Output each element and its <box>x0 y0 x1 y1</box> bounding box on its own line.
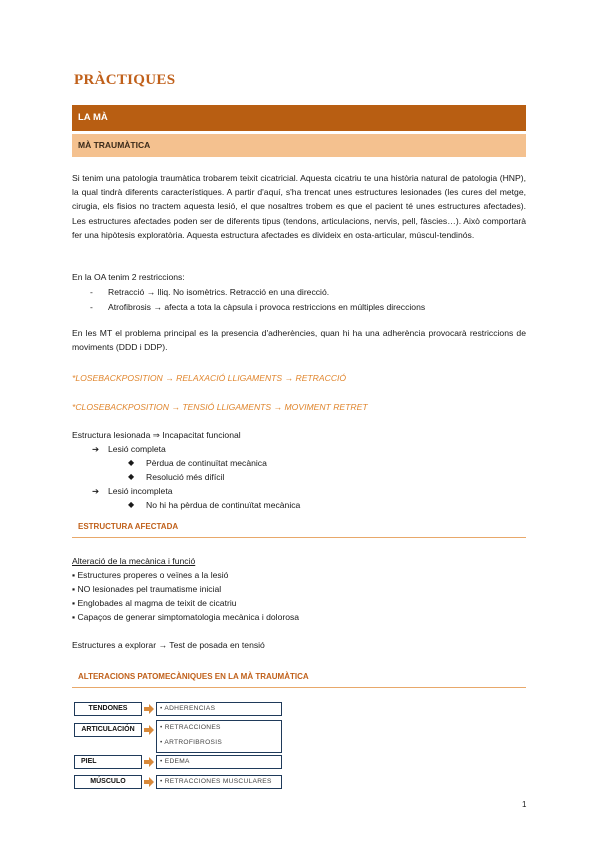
arrow-right-icon <box>144 725 154 735</box>
alteracio-item-4: ▪ Capaços de generar simptomatologia mecànica i dolorosa <box>72 612 300 622</box>
alteracio-item-2: ▪ NO lesionades pel traumatisme inicial <box>72 584 222 594</box>
intro-paragraph: Si tenim una patologia traumàtica trobarem teixit cicatricial. Aquesta cicatriu te una història natural de patologia (HNP), la qual tindrà diferents característiques. A partir d'aquí, s'ha trencat unes estructures lesionades (les cures del metge, cirugia, els fisios no tractem aquesta lesió, el que nosaltres trobem es que el pacient té unes estructures afectades). Les estructures afectades poden ser de diferents tipus (tendons, articulacions, nervis, pell, fàscies…). Això comportarà fer una hipòtesis exploratòria. Aquesta estructura afectades es divideix en osta-articular, múscul-tendinós. <box>72 173 526 240</box>
incompleta-item-1: No hi ha pèrdua de continuïtat mecànica <box>146 500 301 510</box>
diagram-left-tendones: TENDONES <box>74 702 142 716</box>
oa-intro: En la OA tenim 2 restriccions: <box>72 272 185 282</box>
page-title: PRÀCTIQUES <box>74 72 176 88</box>
estructures-explorar: Estructures a explorar → Test de posada en tensió <box>72 640 265 650</box>
completa-item-1: Pèrdua de continuïtat mecànica <box>146 458 267 468</box>
arrow-right-icon <box>144 704 154 714</box>
lesio-incompleta: Lesió incompleta <box>108 486 173 496</box>
alteracio-item-1: ▪ Estructures properes o veïnes a la lesió <box>72 570 229 580</box>
diamond-bullet-icon: ◆ <box>128 472 135 481</box>
diagram-left-articulacion: ARTICULACIÓN <box>74 723 142 737</box>
page-number: 1 <box>522 800 527 809</box>
alteracio-item-3: ▪ Englobades al magma de teixit de cicatriu <box>72 598 237 608</box>
completa-item-2: Resolució més difícil <box>146 472 225 482</box>
section-estructura-afectada: ESTRUCTURA AFECTADA <box>72 522 526 538</box>
note-losebackposition: *LOSEBACKPOSITION → RELAXACIÓ LLIGAMENTS → RETRACCIÓ <box>72 373 347 383</box>
alteracio-head: Alteració de la mecànica i funció <box>72 556 196 566</box>
arrow-right-icon <box>144 777 154 787</box>
mt-paragraph: En les MT el problema principal es la presencia d'adherències, quan hi ha una adherència provocarà restriccions de moviments (DDD i DDP). <box>72 328 526 353</box>
oa-bullet-dash: - <box>90 302 93 312</box>
oa-bullet-dash: - <box>90 287 93 297</box>
section-header-la-ma: LA MÀ <box>72 105 526 131</box>
diamond-bullet-icon: ◆ <box>128 500 135 509</box>
diagram-item-artrofibrosis: • ARTROFIBROSIS <box>160 739 223 746</box>
diagram-item-retracciones-musculares: • RETRACCIONES MUSCULARES <box>160 778 272 785</box>
arrow-bullet-icon: ➔ <box>92 486 100 496</box>
oa-item-1: Retracció → lliq. No isomètrics. Retracció en una direcció. <box>108 287 330 297</box>
estructura-head: Estructura lesionada ⇒ Incapacitat funcional <box>72 430 241 440</box>
diamond-bullet-icon: ◆ <box>128 458 135 467</box>
diagram-item-retracciones: • RETRACCIONES <box>160 724 221 731</box>
diagram-item-edema: • EDEMA <box>160 758 190 765</box>
diagram-left-piel: PIEL <box>74 755 142 769</box>
arrow-bullet-icon: ➔ <box>92 444 100 454</box>
lesio-completa: Lesió completa <box>108 444 166 454</box>
arrow-right-icon <box>144 757 154 767</box>
oa-item-2: Atrofibrosis → afecta a tota la càpsula i provoca restriccions en múltiples direccions <box>108 302 426 312</box>
subsection-header-ma-traumatica: MÀ TRAUMÀTICA <box>72 134 526 157</box>
diagram-item-adherencias: • ADHERENCIAS <box>160 705 216 712</box>
section-alteracions-patomecaniques: ALTERACIONS PATOMECÀNIQUES EN LA MÀ TRAUMÀTICA <box>72 672 526 688</box>
note-closebackposition: *CLOSEBACKPOSITION → TENSIÓ LLIGAMENTS → MOVIMENT RETRET <box>72 402 368 412</box>
diagram-left-musculo: MÚSCULO <box>74 775 142 789</box>
